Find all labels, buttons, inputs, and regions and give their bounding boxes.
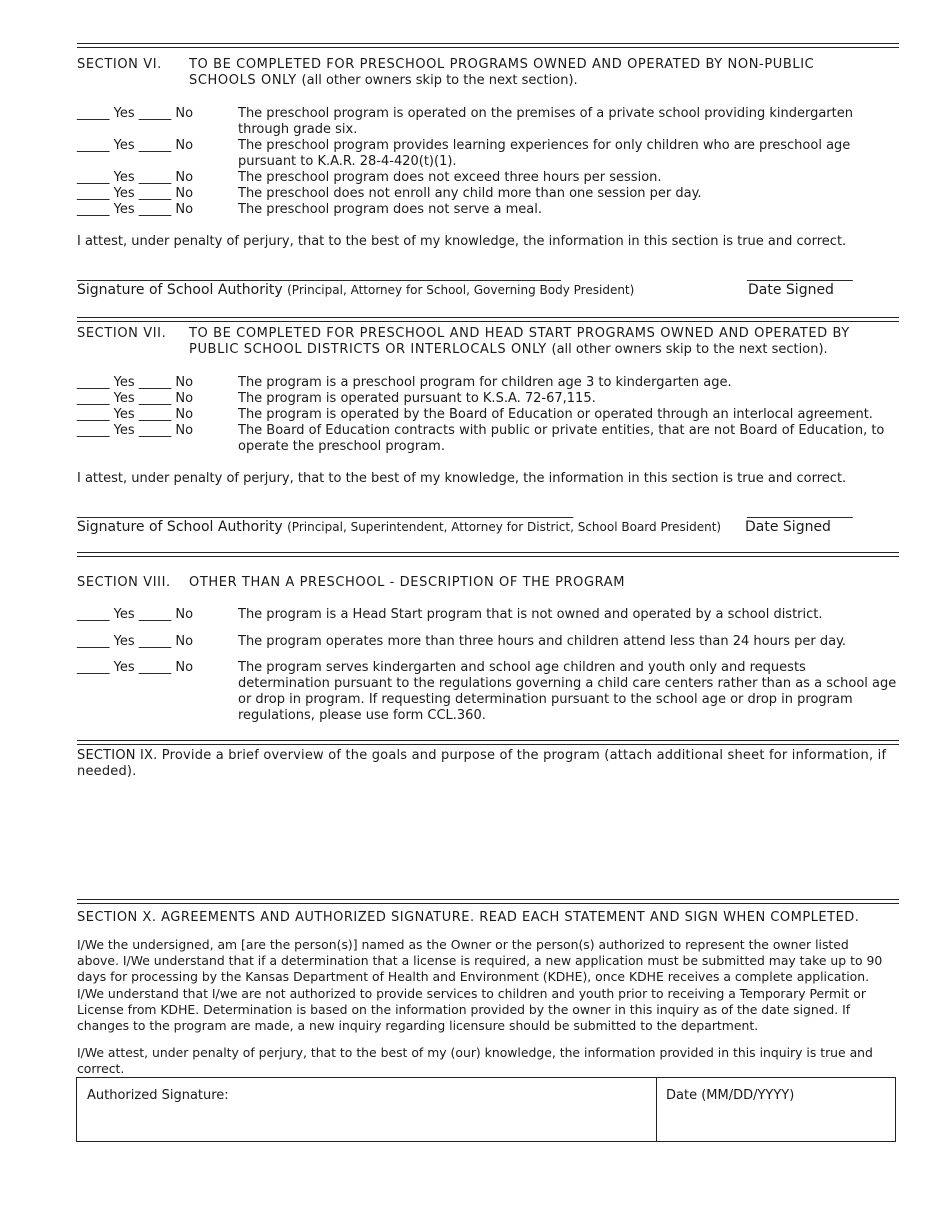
- yes-no-field[interactable]: _____ Yes _____ No: [77, 660, 194, 675]
- yes-no-field[interactable]: _____ Yes _____ No: [77, 423, 194, 438]
- section-6-item-5: The preschool program does not serve a meal.: [238, 202, 542, 217]
- section-7-signature-label: [77, 519, 721, 535]
- section-8-item-1: The program is a Head Start program that is not owned and operated by a school district.: [238, 607, 823, 622]
- section-7-attestation: I attest, under penalty of perjury, that to the best of my knowledge, the information in this section is true and correct.: [77, 471, 847, 486]
- section-6-date-line[interactable]: _________________: [747, 267, 853, 282]
- section-7-label: SECTION VII.: [77, 326, 167, 341]
- yes-no-field[interactable]: _____ Yes _____ No: [77, 138, 194, 153]
- section-8-item-3: The program serves kindergarten and school age children and youth only and requests determination pursuant to the regulations governing a child care centers rather than as a school age or drop in program. If requesting determination pursuant to the school age or drop in program regulations, please use form CCL.360.: [238, 660, 897, 723]
- section-7-heading-tail: (all other owners skip to the next section).: [551, 342, 828, 357]
- section-6-item-4: The preschool does not enroll any child more than one session per day.: [238, 186, 702, 201]
- section-6-heading-tail: (all other owners skip to the next section).: [301, 73, 578, 88]
- yes-no-field[interactable]: _____ Yes _____ No: [77, 375, 194, 390]
- section-6-heading: [189, 57, 879, 89]
- section-7-heading: [189, 326, 879, 358]
- section-7-heading-text: TO BE COMPLETED FOR PRESCHOOL AND HEAD START PROGRAMS OWNED AND OPERATED BY PUBLIC SCHOOL DISTRICTS OR INTERLOCALS ONLY: [189, 326, 850, 357]
- section-6-heading-text: TO BE COMPLETED FOR PRESCHOOL PROGRAMS OWNED AND OPERATED BY NON-PUBLIC SCHOOLS ONLY: [189, 57, 815, 88]
- section-divider: [77, 43, 899, 48]
- signature-box-divider: [656, 1078, 657, 1141]
- yes-no-field[interactable]: _____ Yes _____ No: [77, 634, 194, 649]
- section-6-item-3: The preschool program does not exceed three hours per session.: [238, 170, 662, 185]
- section-divider: [77, 317, 899, 322]
- section-6-item-1: The preschool program is operated on the premises of a private school providing kindergarten through grade six.: [238, 106, 853, 137]
- section-7-item-1: The program is a preschool program for children age 3 to kindergarten age.: [238, 375, 732, 390]
- section-6-date-label: Date Signed: [748, 282, 834, 298]
- section-7-item-4: The Board of Education contracts with public or private entities, that are not Board of Education, to operate the preschool program.: [238, 423, 885, 454]
- program-overview-area[interactable]: [77, 784, 897, 894]
- yes-no-field[interactable]: _____ Yes _____ No: [77, 607, 194, 622]
- signature-box: [76, 1077, 896, 1142]
- section-7-item-2: The program is operated pursuant to K.S.A. 72-67,115.: [238, 391, 596, 406]
- signature-label-detail: (Principal, Attorney for School, Governing Body President): [287, 283, 635, 297]
- signature-label-main: Signature of School Authority: [77, 519, 283, 535]
- section-6-signature-label: [77, 282, 634, 298]
- signature-date-field[interactable]: Date (MM/DD/YYYY): [666, 1088, 795, 1103]
- yes-no-field[interactable]: _____ Yes _____ No: [77, 202, 194, 217]
- section-divider: [77, 740, 899, 745]
- section-8-label: SECTION VIII.: [77, 575, 171, 590]
- yes-no-field[interactable]: _____ Yes _____ No: [77, 106, 194, 121]
- agreement-paragraph: I/We the undersigned, am [are the person(s)] named as the Owner or the person(s) authorized to represent the owner listed above. I/We understand that if a determination that a license is required, a new application must be submitted may take up to 90 days for processing by the Kansas Department of Health and Environment (KDHE), once KDHE receives a complete application. I/We understand that I/we are not authorized to provide services to children and youth prior to receiving a Temporary Permit or License from KDHE. Determination is based on the information provided by the owner in this inquiry as of the date signed. If changes to the program are made, a new inquiry regarding licensure should be submitted to the department.: [77, 937, 883, 1034]
- section-7-date-label: Date Signed: [745, 519, 831, 535]
- signature-label-main: Signature of School Authority: [77, 282, 283, 298]
- section-6-label: SECTION VI.: [77, 57, 162, 72]
- section-9-prompt: SECTION IX. Provide a brief overview of the goals and purpose of the program (attach additional sheet for information, if needed).: [77, 748, 887, 779]
- section-7-item-3: The program is operated by the Board of Education or operated through an interlocal agreement.: [238, 407, 873, 422]
- section-divider: [77, 552, 899, 557]
- yes-no-field[interactable]: _____ Yes _____ No: [77, 391, 194, 406]
- yes-no-field[interactable]: _____ Yes _____ No: [77, 186, 194, 201]
- section-10-title: SECTION X. AGREEMENTS AND AUTHORIZED SIGNATURE. READ EACH STATEMENT AND SIGN WHEN COMPLETED.: [77, 910, 860, 925]
- yes-no-field[interactable]: _____ Yes _____ No: [77, 170, 194, 185]
- signature-label-detail: (Principal, Superintendent, Attorney for District, School Board President): [287, 520, 722, 534]
- attestation-paragraph: I/We attest, under penalty of perjury, that to the best of my (our) knowledge, the information provided in this inquiry is true and correct.: [77, 1045, 873, 1077]
- section-8-item-2: The program operates more than three hours and children attend less than 24 hours per day.: [238, 634, 847, 649]
- authorized-signature-field[interactable]: Authorized Signature:: [87, 1088, 229, 1103]
- section-8-heading: OTHER THAN A PRESCHOOL - DESCRIPTION OF THE PROGRAM: [189, 575, 626, 590]
- section-6-item-2: The preschool program provides learning experiences for only children who are preschool age pursuant to K.A.R. 28-4-420(t)(1).: [238, 138, 851, 169]
- yes-no-field[interactable]: _____ Yes _____ No: [77, 407, 194, 422]
- section-7-signature-line[interactable]: ________________________________________________________________________________: [77, 504, 574, 519]
- section-6-signature-line[interactable]: ______________________________________________________________________________: [77, 267, 561, 282]
- section-7-date-line[interactable]: _________________: [747, 504, 853, 519]
- section-divider: [77, 899, 899, 904]
- section-6-attestation: I attest, under penalty of perjury, that to the best of my knowledge, the information in this section is true and correct.: [77, 234, 847, 249]
